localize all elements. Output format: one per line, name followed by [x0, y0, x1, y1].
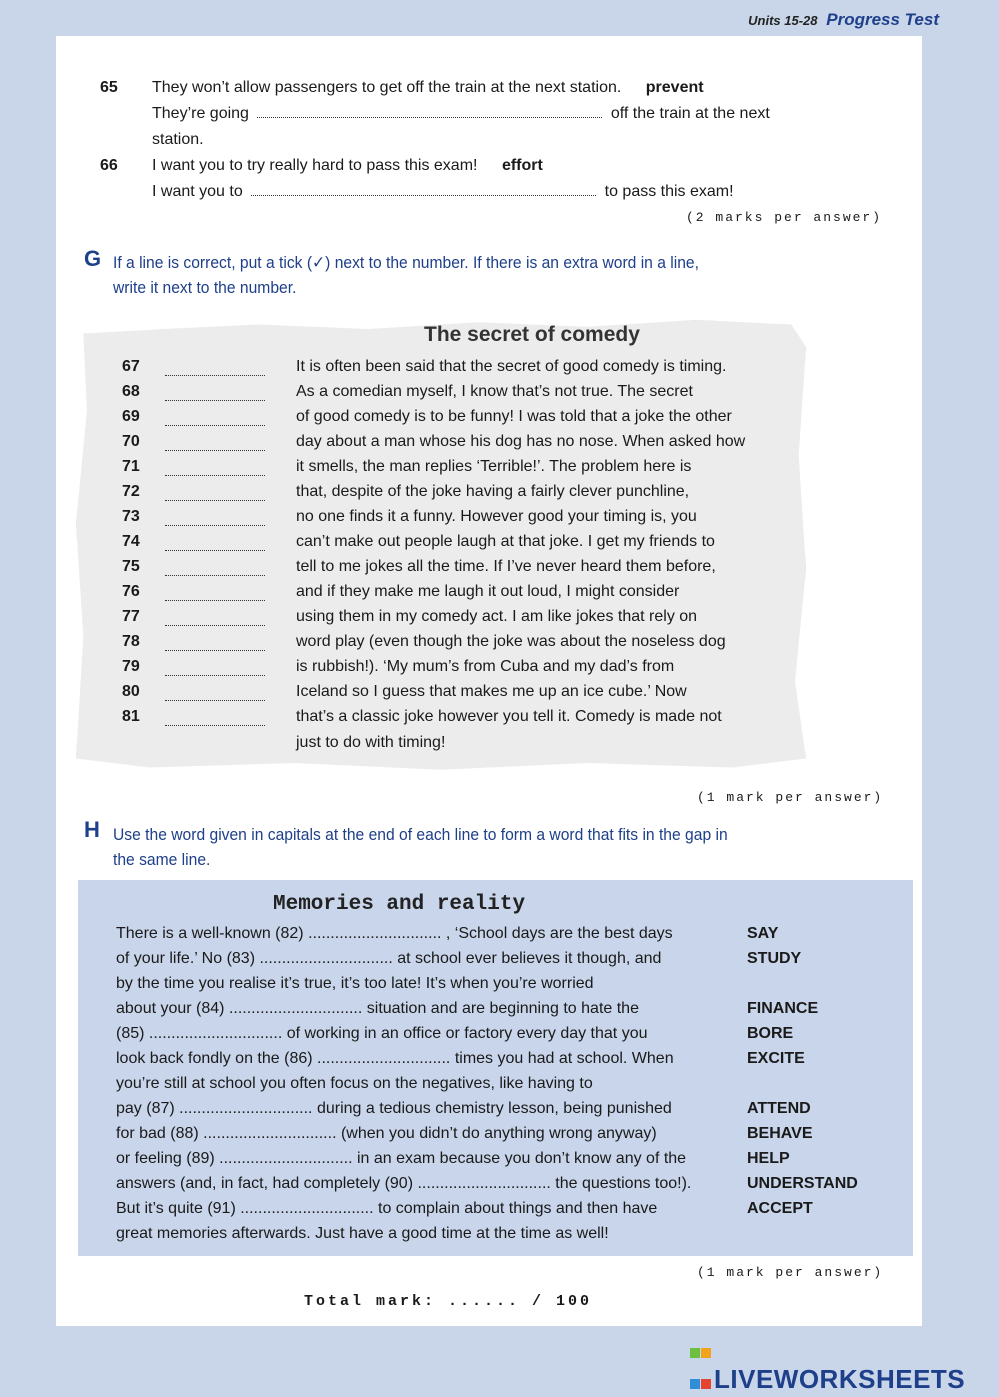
answer-gap[interactable]	[165, 725, 265, 726]
line-text: is rubbish!). ‘My mum’s from Cuba and my dad’s from	[296, 658, 675, 675]
line-text: just to do with timing!	[296, 734, 446, 751]
correction-line	[0, 483, 999, 508]
word-formation-line	[116, 1200, 876, 1225]
word-formation-line	[116, 1100, 876, 1125]
marks-note-f: (2 marks per answer)	[686, 210, 883, 225]
correction-line	[0, 633, 999, 658]
stem-word: FINANCE	[747, 1000, 819, 1017]
answer-gap[interactable]	[165, 575, 265, 576]
answer-gap[interactable]	[165, 700, 265, 701]
word-formation-line	[116, 950, 876, 975]
word-formation-line	[116, 1225, 876, 1250]
word-formation-line	[116, 1175, 876, 1200]
correction-line	[0, 383, 999, 408]
stem-word: BEHAVE	[747, 1125, 813, 1142]
correction-line	[0, 583, 999, 608]
word-formation-line	[116, 1000, 876, 1025]
stem-word: ATTEND	[747, 1100, 811, 1117]
question-sentence: They won’t allow passengers to get off the train at the next station.	[152, 79, 622, 96]
line-text: using them in my comedy act. I am like jokes that rely on	[296, 608, 698, 625]
instruction-line: Use the word given in capitals at the end of each line to form a word that fits in the gap in	[113, 825, 728, 844]
line-text: It is often been said that the secret of good comedy is timing.	[296, 358, 727, 375]
stem-word: SAY	[747, 925, 779, 942]
word-formation-line	[116, 925, 876, 950]
correction-line	[0, 433, 999, 458]
line-number: 72	[122, 483, 140, 500]
line-text: As a comedian myself, I know that’s not true. The secret	[296, 383, 693, 400]
correction-line	[0, 508, 999, 533]
question-number: 66	[100, 157, 118, 174]
text-title: The secret of comedy	[424, 323, 640, 346]
answer-gap[interactable]	[165, 400, 265, 401]
instruction-line: write it next to the number.	[113, 278, 297, 297]
section-letter-h: H	[84, 817, 100, 842]
text-title: Memories and reality	[273, 893, 526, 916]
question-number: 65	[100, 79, 118, 96]
word-formation-line	[116, 1025, 876, 1050]
line-number: 70	[122, 433, 140, 450]
answer-suffix-2: station.	[152, 131, 204, 148]
answer-gap[interactable]	[165, 500, 265, 501]
answer-prefix: I want you to	[152, 183, 243, 200]
answer-gap[interactable]	[165, 475, 265, 476]
line-number: 69	[122, 408, 140, 425]
line-text: pay (87) .............................. during a tedious chemistry lesson, being punished	[116, 1100, 672, 1117]
line-text: look back fondly on the (86) .............................. times you had at school. When	[116, 1050, 674, 1067]
correction-line	[0, 458, 999, 483]
line-text: Iceland so I guess that makes me up an ice cube.’ Now	[296, 683, 687, 700]
correction-line	[0, 683, 999, 708]
correction-line	[0, 533, 999, 558]
liveworksheets-logo-icon	[690, 1335, 712, 1357]
instruction-line: the same line.	[113, 850, 211, 869]
line-text: (85) .............................. of working in an office or factory every day that you	[116, 1025, 648, 1042]
correction-line	[0, 408, 999, 433]
line-text: no one finds it a funny. However good your timing is, you	[296, 508, 697, 525]
answer-prefix: They’re going	[152, 105, 249, 122]
answer-gap[interactable]	[165, 650, 265, 651]
stem-word: HELP	[747, 1150, 790, 1167]
answer-gap[interactable]	[165, 550, 265, 551]
line-number: 77	[122, 608, 140, 625]
line-text: But it’s quite (91) .............................. to complain about things and then have	[116, 1200, 658, 1217]
word-formation-line	[116, 1050, 876, 1075]
line-text: tell to me jokes all the time. If I’ve never heard them before,	[296, 558, 716, 575]
line-text: you’re still at school you often focus on the negatives, like having to	[116, 1075, 593, 1092]
line-number: 80	[122, 683, 140, 700]
answer-gap[interactable]	[165, 425, 265, 426]
section-h-instruction	[113, 822, 728, 872]
answer-suffix: to pass this exam!	[604, 183, 734, 200]
line-text: word play (even though the joke was about the noseless dog	[296, 633, 726, 650]
header-units: Units 15-28	[748, 13, 818, 28]
correction-line	[0, 608, 999, 633]
line-text: about your (84) .............................. situation and are beginning to hate the	[116, 1000, 639, 1017]
line-text: can’t make out people laugh at that joke. I get my friends to	[296, 533, 715, 550]
last-text-line	[0, 734, 999, 759]
instruction-line: If a line is correct, put a tick (✓) next to the number. If there is an extra word in a line,	[113, 253, 699, 272]
answer-gap-66[interactable]	[251, 195, 596, 196]
answer-gap[interactable]	[165, 375, 265, 376]
line-number: 68	[122, 383, 140, 400]
line-text: answers (and, in fact, had completely (90) .............................. the questions too!).	[116, 1175, 692, 1192]
word-formation-line	[116, 975, 876, 1000]
word-formation-line	[116, 1150, 876, 1175]
line-text: of your life.’ No (83) .............................. at school ever believes it though, and	[116, 950, 662, 967]
stem-word: ACCEPT	[747, 1200, 813, 1217]
total-mark: Total mark: ...... / 100	[304, 1293, 593, 1310]
correction-line	[0, 708, 999, 733]
line-number: 79	[122, 658, 140, 675]
word-formation-line	[116, 1075, 876, 1100]
line-text: for bad (88) .............................. (when you didn’t do anything wrong anyway)	[116, 1125, 657, 1142]
stem-word: EXCITE	[747, 1050, 805, 1067]
line-text: by the time you realise it’s true, it’s too late! It’s when you’re worried	[116, 975, 594, 992]
watermark-text: LIVEWORKSHEETS	[714, 1364, 966, 1394]
line-text: great memories afterwards. Just have a good time at the time as well!	[116, 1225, 609, 1242]
correction-line	[0, 658, 999, 683]
marks-note-g: (1 mark per answer)	[697, 790, 884, 805]
line-number: 67	[122, 358, 140, 375]
section-letter-g: G	[84, 246, 102, 271]
line-text: or feeling (89) .............................. in an exam because you don’t know any of the	[116, 1150, 687, 1167]
section-g-instruction	[113, 250, 699, 300]
answer-gap[interactable]	[165, 625, 265, 626]
answer-gap-65[interactable]	[257, 117, 602, 118]
line-number: 71	[122, 458, 140, 475]
line-text: that, despite of the joke having a fairly clever punchline,	[296, 483, 690, 500]
line-text: that’s a classic joke however you tell it. Comedy is made not	[296, 708, 722, 725]
keyword: effort	[501, 157, 543, 174]
marks-note-h: (1 mark per answer)	[697, 1265, 884, 1280]
line-number: 75	[122, 558, 140, 575]
line-text: of good comedy is to be funny! I was told that a joke the other	[296, 408, 732, 425]
line-number: 73	[122, 508, 140, 525]
line-text: There is a well-known (82) .............................. , ‘School days are the best days	[116, 925, 673, 942]
correction-line	[0, 358, 999, 383]
answer-gap[interactable]	[165, 675, 265, 676]
stem-word: BORE	[747, 1025, 794, 1042]
line-text: it smells, the man replies ‘Terrible!’. The problem here is	[296, 458, 692, 475]
line-text: and if they make me laugh it out loud, I might consider	[296, 583, 680, 600]
line-number: 81	[122, 708, 140, 725]
page-header	[748, 10, 939, 30]
answer-gap[interactable]	[165, 450, 265, 451]
correction-line	[0, 558, 999, 583]
line-number: 76	[122, 583, 140, 600]
answer-gap[interactable]	[165, 600, 265, 601]
stem-word: STUDY	[747, 950, 802, 967]
header-title: Progress Test	[826, 10, 939, 29]
answer-gap[interactable]	[165, 525, 265, 526]
liveworksheets-watermark	[690, 1335, 965, 1395]
question-sentence: I want you to try really hard to pass this exam!	[152, 157, 478, 174]
line-number: 78	[122, 633, 140, 650]
keyword: prevent	[645, 79, 704, 96]
stem-word: UNDERSTAND	[747, 1175, 858, 1192]
word-formation-line	[116, 1125, 876, 1150]
line-number: 74	[122, 533, 140, 550]
line-text: day about a man whose his dog has no nose. When asked how	[296, 433, 746, 450]
answer-suffix: off the train at the next	[610, 105, 770, 122]
